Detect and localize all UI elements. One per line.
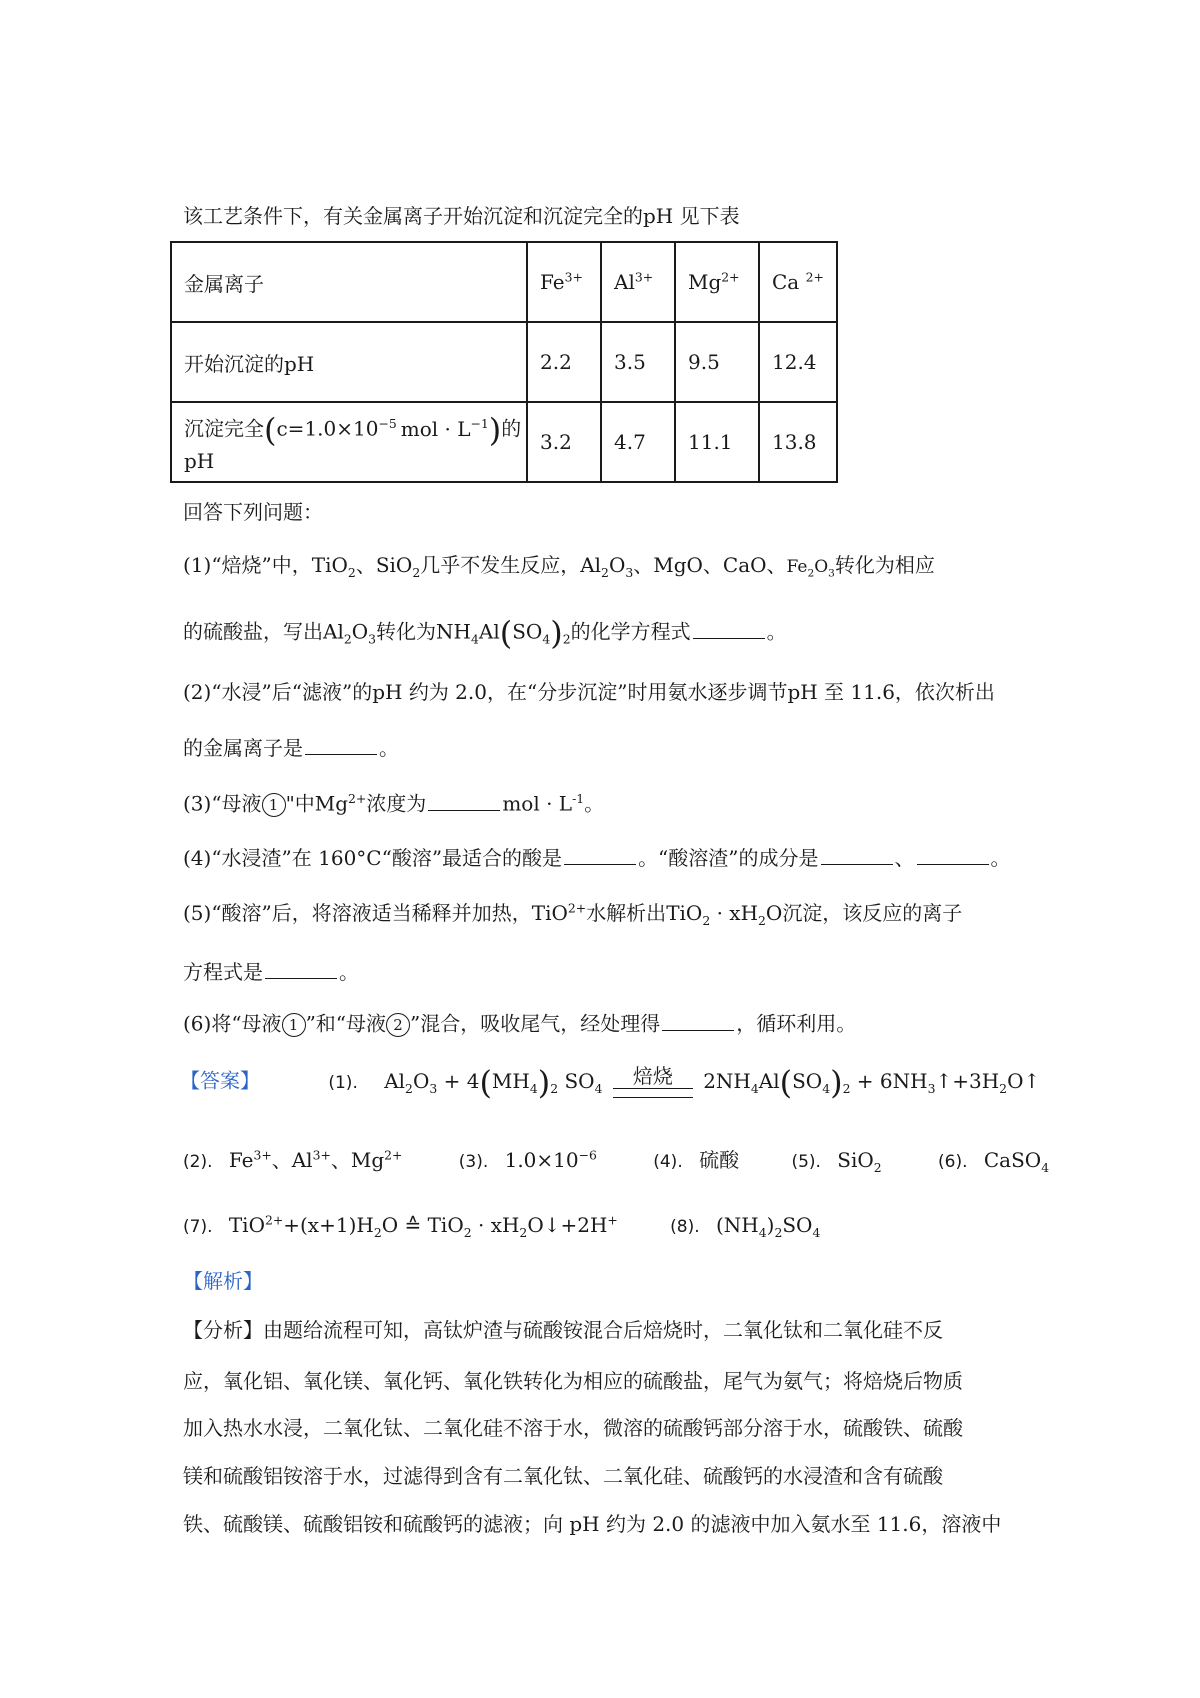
circled-number: 2 [386, 1013, 410, 1037]
answer-tag: 【答案】 [180, 1068, 260, 1093]
question-2-line-1: (2)“水浸”后“滤液”的pH 约为 2.0，在“分步沉淀”时用氨水逐步调节pH 至 11.6，依次析出 [183, 680, 995, 704]
ion-al: $Al^{3+}$ [601, 242, 675, 322]
ion-mg: $Mg^{2+}$ [675, 242, 759, 322]
row1-value: 12.4 [759, 322, 837, 402]
answer-line-3: (7). $TiO^{2+}+(x+1)H_2O$ ≙ $TiO_2 \cdot xH_2O↓+2H^+$ (8). $(NH_4)_2SO_4$ [183, 1212, 821, 1240]
answer-blank [662, 1028, 734, 1031]
answer-blank [428, 808, 500, 811]
ion-fe: $Fe^{3+}$ [527, 242, 601, 322]
question-2-line-2: 的金属离子是 。 [183, 736, 399, 760]
row1-label: 开始沉淀的pH [171, 322, 527, 402]
row1-value: 9.5 [675, 322, 759, 402]
question-6: (6)将“母液 1 ”和“母液 2 ”混合，吸收尾气，经处理得 ，循环利用。 [183, 1011, 857, 1036]
answer-line-1: 【答案】 (1). $Al_2O_3 + 4(MH_4)_2$ $SO_4$ 焙烧 $2NH_4Al(SO_4)_2$ + $6NH_3↑+3H_2O↑$ [180, 1063, 1041, 1101]
row2-value: 11.1 [675, 402, 759, 482]
question-intro: 回答下列问题： [183, 500, 323, 524]
reaction-condition-arrow: 焙烧 [613, 1066, 693, 1098]
row2-label: 沉淀完全($c=1.0\times 10^{-5}$ mol · $L^{-1}$)的pH [171, 402, 527, 482]
question-5-line-1: (5)“酸溶”后，将溶液适当稀释并加热，TiO$^{2+}$水解析出$TiO_2 \cdot xH_2O$沉淀，该反应的离子 [183, 900, 963, 928]
answer-blank [917, 862, 989, 865]
question-1-line-1: (1)“焙烧”中，TiO$_2$、SiO$_2$几乎不发生反应，$Al_2O_3$、MgO、CaO、$Fe_2O_3$转化为相应 [183, 553, 935, 580]
answer-blank [305, 752, 377, 755]
answer-blank [265, 976, 337, 979]
answer-blank [693, 636, 765, 639]
row2-value: 3.2 [527, 402, 601, 482]
question-5-line-2: 方程式是 。 [183, 960, 359, 984]
analysis-line: 应，氧化铝、氧化镁、氧化钙、氧化铁转化为相应的硫酸盐，尾气为氨气；将焙烧后物质 [183, 1369, 963, 1393]
analysis-line: 铁、硫酸镁、硫酸铝铵和硫酸钙的滤液；向 pH 约为 2.0 的滤液中加入氨水至 11.6，溶液中 [183, 1512, 1002, 1536]
row1-value: 2.2 [527, 322, 601, 402]
question-3: (3)“母液 1 "中$Mg^{2+}$浓度为 mol · $L^{-1}$。 [183, 790, 605, 816]
question-1-line-2: 的硫酸盐，写出$Al_2O_3$转化为$NH_4Al(SO_4)_2$的化学方程式 。 [183, 614, 787, 652]
row2-value: 4.7 [601, 402, 675, 482]
question-4: (4)“水浸渣”在 160°C“酸溶”最适合的酸是 。“酸溶渣”的成分是 、 。 [183, 846, 1011, 870]
row2-value: 13.8 [759, 402, 837, 482]
intro-text: 该工艺条件下，有关金属离子开始沉淀和沉淀完全的pH 见下表 [183, 204, 740, 228]
ph-table [170, 241, 838, 483]
circled-number: 1 [282, 1013, 306, 1037]
analysis-line: 加入热水水浸，二氧化钛、二氧化硅不溶于水，微溶的硫酸钙部分溶于水，硫酸铁、硫酸 [183, 1416, 963, 1440]
row1-value: 3.5 [601, 322, 675, 402]
ion-ca: Ca $^{2+}$ [759, 242, 837, 322]
answer-blank [564, 862, 636, 865]
analysis-tag: 【解析】 [183, 1269, 263, 1293]
analysis-line: 【分析】由题给流程可知，高钛炉渣与硫酸铵混合后焙烧时，二氧化钛和二氧化硅不反 [183, 1318, 943, 1342]
answer-line-2: (2). $Fe^{3+}$、$Al^{3+}$、$Mg^{2+}$ (3). $1.0\times 10^{-6}$ (4). 硫酸 (5). SiO$_2$ (6). CaSO$_4$ [183, 1147, 1050, 1175]
answer-blank [821, 862, 893, 865]
circled-number: 1 [262, 793, 286, 817]
table-header-label: 金属离子 [171, 242, 527, 322]
analysis-line: 镁和硫酸铝铵溶于水，过滤得到含有二氧化钛、二氧化硅、硫酸钙的水浸渣和含有硫酸 [183, 1464, 943, 1488]
